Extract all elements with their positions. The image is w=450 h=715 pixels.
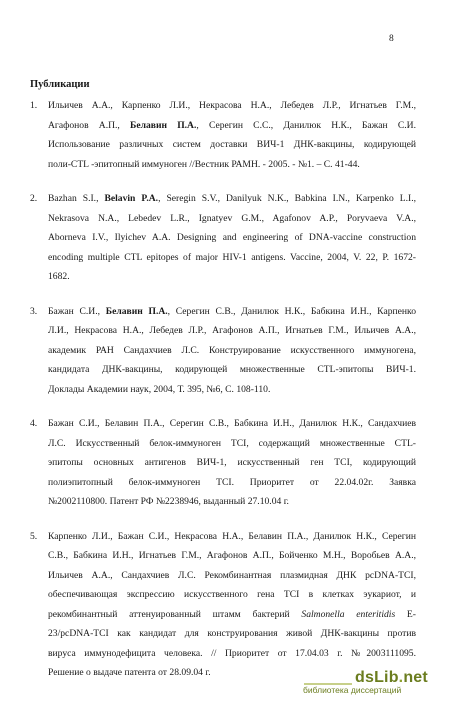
text-segment: полиэпитопный белок-иммуноген TCI. Приоритет от 22.04.02г. Заявка (48, 476, 416, 488)
publication-text (48, 527, 416, 683)
publication-number: 5. (30, 530, 38, 542)
publication-line (48, 267, 416, 287)
section-heading: Публикации (30, 79, 90, 90)
author-highlight: Belavin P.A. (104, 193, 159, 204)
publication-line (48, 248, 416, 268)
text-segment: рекомбинантный аттенуированный штамм бактерий (48, 608, 302, 620)
text-segment: Бажан С.И., Белавин П.А., Серегин С.В., Бабкина И.Н., Данилюк Н.К., Сандахчиев (48, 418, 416, 429)
text-segment: поли-CTL -эпитопный иммуноген //Вестник РАМН. - 2005. - №1. – С. 41-44. (48, 158, 360, 170)
text-segment: Бажан С.И., (48, 305, 106, 317)
publication-text (48, 302, 416, 400)
publication-list (30, 96, 416, 698)
publication-item (30, 96, 416, 174)
text-segment: эпитопы основных антигенов ВИЧ-1, искусственный ген TCI, кодирующий (48, 457, 416, 468)
text-segment: Л.С. Искусственный белок-иммуноген TCI, содержащий множественные CTL- (48, 437, 416, 449)
text-segment: Использование различных систем доставки ВИЧ-1 ДНК-вакцины, кодирующей (48, 139, 416, 150)
text-segment: Доклады Академии наук, 2004, Т. 395, №6, С. 108-110. (48, 383, 271, 395)
publication-line (48, 116, 416, 136)
text-segment: , Seregin S.V., Danilyuk N.K., Babkina I.N., Karpenko L.I., (158, 193, 416, 204)
text-segment: , Серегин С.В., Данилюк Н.К., Бабкина И.Н., Карпенко (167, 305, 417, 317)
publication-line (48, 414, 416, 434)
text-segment: Карпенко Л.И., Бажан С.И., Некрасова Н.А., Белавин П.А., Данилюк Н.К., Серегин (48, 530, 416, 542)
publication-text (48, 96, 416, 174)
publication-line (48, 360, 416, 380)
publication-line (48, 135, 416, 155)
publication-text (48, 414, 416, 512)
text-segment: вируса иммунодефицита человека. // Приоритет от 17.04.03 г. №2003111095. (48, 647, 416, 659)
publication-line (48, 434, 416, 454)
publication-line (48, 624, 416, 644)
watermark-logo (303, 669, 428, 695)
text-segment: encoding multiple CTL epitopes of major HIV-1 antigens. Vaccine, 2004, V. 22, P. 1672- (48, 251, 416, 263)
text-segment: Ильичев А.А., Сандахчиев Л.С. Рекомбинантная плазмидная ДНК pcDNA-TCI, (48, 569, 416, 581)
text-segment: Л.И., Некрасова Н.А., Лебедев Л.Р., Агафонов А.П., Игнатьев Г.М., Ильичев А.А., (48, 325, 416, 336)
publication-item (30, 302, 416, 400)
text-segment: С.В., Бабкина И.Н., Игнатьев Г.М., Агафонов А.П., Бойченко М.Н., Воробьев А.А., (48, 550, 416, 561)
text-segment: Агафонов А.П., (48, 119, 130, 131)
publication-line (48, 605, 416, 625)
publication-line (48, 453, 416, 473)
publication-line (48, 321, 416, 341)
publication-text (48, 189, 416, 287)
publication-line (48, 380, 416, 400)
publication-line (48, 189, 416, 209)
watermark-brand-tld: net (403, 669, 428, 686)
publication-item (30, 527, 416, 683)
publication-line (48, 209, 416, 229)
watermark-brand-main: dsLib (355, 669, 399, 686)
text-segment: кандидата ДНК-вакцины, кодирующей множественные CTL-эпитопы ВИЧ-1. (48, 364, 416, 375)
publication-line (48, 644, 416, 664)
text-segment: 23/pcDNA-TCI как кандидат для конструирования живой ДНК-вакцины против (48, 628, 416, 639)
publication-line (48, 473, 416, 493)
watermark-tagline: библиотека диссертаций (303, 685, 402, 695)
author-highlight: Белавин П.А. (130, 119, 197, 131)
page-number: 8 (389, 34, 394, 44)
publication-number: 2. (30, 193, 38, 204)
text-segment: Решение о выдаче патента от 28.09.04 г. (48, 667, 211, 678)
watermark-brand-dot: . (398, 669, 404, 686)
text-segment: Ильичев А.А., Карпенко Л.И., Некрасова Н.А., Лебедев Л.Р., Игнатьев Г.М., (48, 100, 416, 111)
text-segment: академик РАН Сандахчиев Л.С. Конструирование искусственного иммуногена, (48, 344, 416, 356)
publication-line (48, 96, 416, 116)
text-segment: Nekrasova N.A., Lebedev L.R., Ignatyev G.M., Agafonov A.P., Poryvaeva V.A., (48, 212, 416, 224)
publication-number: 3. (30, 305, 38, 317)
author-highlight: Белавин П.А. (105, 305, 168, 317)
text-segment: E- (395, 608, 416, 620)
publication-line (48, 585, 416, 605)
publication-line (48, 228, 416, 248)
text-segment: 1682. (48, 271, 70, 282)
publication-line (48, 492, 416, 512)
text-segment: №2002110800. Патент РФ №2238946, выданный 27.10.04 г. (48, 496, 289, 507)
text-segment: , Серегин С.С., Данилюк Н.К., Бажан С.И. (196, 119, 416, 131)
publication-line (48, 546, 416, 566)
publication-line (48, 527, 416, 547)
publication-line (48, 155, 416, 175)
publication-line (48, 341, 416, 361)
publication-item (30, 189, 416, 287)
text-segment: Aborneva I.V., Ilyichev A.A. Designing and engineering of DNA-vaccine construction (48, 232, 416, 243)
publication-item (30, 414, 416, 512)
text-segment: обеспечивающая экспрессию искусственного гена TCI в клетках эукариот, и (48, 589, 416, 600)
publication-number: 1. (30, 100, 38, 111)
publication-number: 4. (30, 418, 38, 429)
publication-line (48, 302, 416, 322)
species-name: Salmonella enteritidis (301, 608, 396, 620)
text-segment: Bazhan S.I., (48, 193, 105, 204)
publication-line (48, 566, 416, 586)
